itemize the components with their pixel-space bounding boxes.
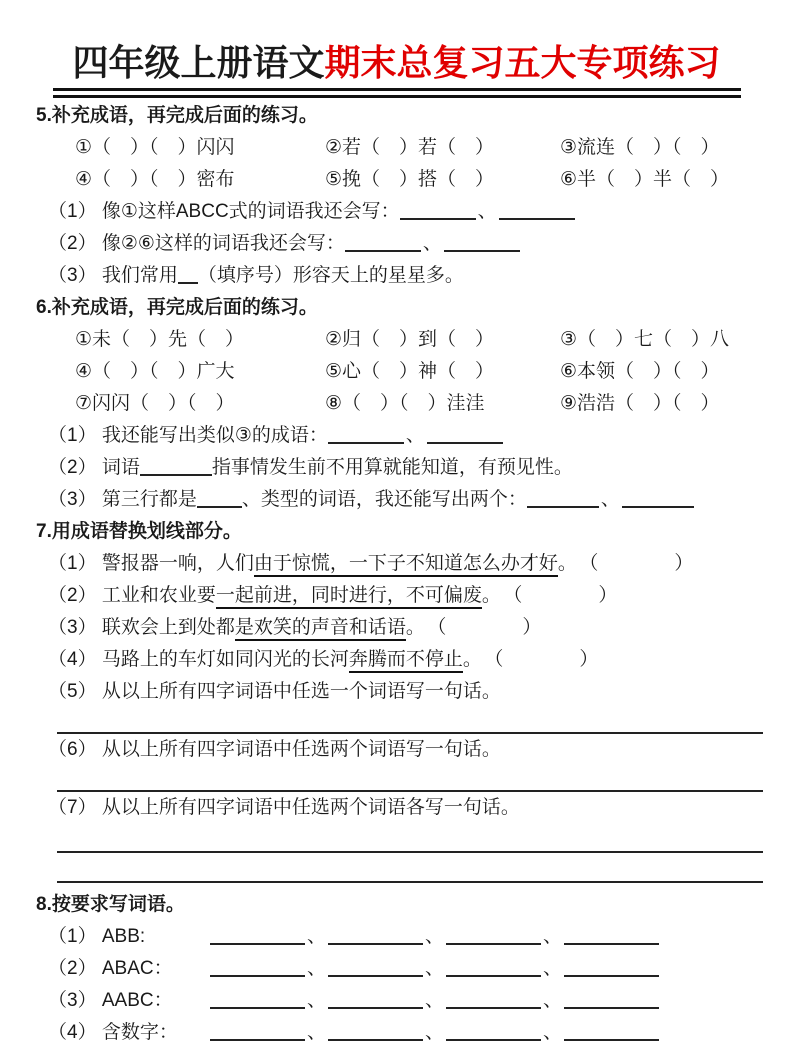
answer-blank (210, 958, 305, 977)
question-text: （3） 第三行都是 (48, 489, 197, 510)
answer-bracket: （ ） (493, 649, 599, 670)
idiom-item: ⑥本领（ ）（ ） (560, 361, 720, 382)
section6-idiom-grid (36, 324, 765, 420)
s8-item-numbers (36, 1017, 765, 1049)
question-text: （3） 我们常用 (48, 265, 178, 286)
sentence-text: 。 (462, 649, 482, 670)
sentence-text: 。 (481, 585, 501, 606)
answer-blank (564, 926, 659, 945)
s7-question-3 (36, 612, 765, 644)
page-title (0, 40, 793, 85)
s8-item-abac (36, 953, 765, 985)
separator: 、 (543, 926, 563, 947)
pattern-label: （2） ABAC： (48, 958, 173, 979)
s8-item-abb (36, 921, 765, 953)
idiom-item: ⑤挽（ ）搭（ ） (325, 169, 495, 190)
s6-question-3 (36, 484, 765, 516)
answer-blank (345, 233, 421, 252)
answer-blank (446, 958, 541, 977)
s5-question-3 (36, 260, 765, 292)
idiom-item: ③（ ）七（ ）八 (560, 329, 730, 350)
answer-blank (446, 1022, 541, 1041)
section5-idiom-grid (36, 132, 765, 196)
separator: 、 (477, 201, 497, 222)
separator: 、 (405, 425, 425, 446)
separator: 、 (543, 990, 563, 1011)
section6-heading: 6.补充成语，再完成后面的练习。 (36, 297, 318, 318)
answer-blank (622, 489, 694, 508)
title-topic: 期末总复习五大专项练习 (324, 42, 721, 83)
idiom-item: ②若（ ）若（ ） (325, 137, 495, 158)
separator: 、 (543, 1022, 563, 1043)
sentence-text: （1） 警报器一响，人们 (48, 553, 254, 574)
answer-blank (328, 425, 404, 444)
pattern-label: （3） AABC： (48, 990, 173, 1011)
section8-heading: 8.按要求写词语。 (36, 894, 185, 915)
answer-bracket: （ ） (588, 553, 694, 574)
idiom-item: ③流连（ ）（ ） (560, 137, 720, 158)
answer-blank (446, 926, 541, 945)
s7-question-7: （7） 从以上所有四字词语中任选两个词语各写一句话。 (48, 797, 520, 818)
answer-blank (210, 926, 305, 945)
idiom-item: ⑧（ ）（ ）洼洼 (325, 393, 485, 414)
answer-blank (178, 265, 198, 284)
pattern-label: （4） 含数字： (48, 1022, 178, 1043)
question-text: 指事情发生前不用算就能知道，有预见性。 (211, 457, 573, 478)
answer-blank (210, 1022, 305, 1041)
sentence-text: （3） 联欢会上到处都 (48, 617, 235, 638)
sentence-text: 。 (557, 553, 577, 574)
answer-blank (400, 201, 476, 220)
separator: 、 (307, 990, 327, 1011)
s7-question-4 (36, 644, 765, 676)
separator: 、 (600, 489, 620, 510)
answer-blank (444, 233, 520, 252)
answer-blank (427, 425, 503, 444)
sentence-text: 。 (405, 617, 425, 638)
s7-question-1 (36, 548, 765, 580)
s5-question-1 (36, 196, 765, 228)
separator: 、 (425, 958, 445, 979)
answer-blank (564, 990, 659, 1009)
idiom-item: ②归（ ）到（ ） (325, 329, 495, 350)
sentence-text: （4） 马路上的车灯如同闪光的长河 (48, 649, 349, 670)
answer-blank (140, 457, 212, 476)
underlined-phrase: 奔腾而不停止 (349, 649, 463, 673)
answer-line (57, 851, 763, 853)
idiom-item: ⑥半（ ）半（ ） (560, 169, 730, 190)
title-divider (53, 88, 741, 98)
title-course: 四年级上册语文 (72, 42, 325, 83)
separator: 、 (307, 1022, 327, 1043)
idiom-item: ④（ ）（ ）密布 (75, 169, 235, 190)
separator: 、 (425, 1022, 445, 1043)
answer-blank (210, 990, 305, 1009)
underlined-phrase: 由于惊慌，一下子不知道怎么办才好 (254, 553, 558, 577)
answer-blank (564, 1022, 659, 1041)
idiom-item: ④（ ）（ ）广大 (75, 361, 235, 382)
answer-blank (328, 958, 423, 977)
s7-question-6: （6） 从以上所有四字词语中任选两个词语写一句话。 (48, 739, 501, 760)
answer-blank (499, 201, 575, 220)
answer-blank (328, 926, 423, 945)
answer-blank (328, 1022, 423, 1041)
question-text: （2） 像②⑥这样的词语我还会写： (48, 233, 345, 254)
answer-blank (197, 489, 242, 508)
separator: 、 (307, 958, 327, 979)
answer-blank (527, 489, 599, 508)
separator: 、 (543, 958, 563, 979)
answer-blank (446, 990, 541, 1009)
answer-line (57, 881, 763, 883)
separator: 、 (422, 233, 442, 254)
underlined-phrase: 一起前进，同时进行，不可偏废 (216, 585, 482, 609)
answer-bracket: （ ） (436, 617, 542, 638)
s7-question-2 (36, 580, 765, 612)
section7-heading: 7.用成语替换划线部分。 (36, 521, 242, 542)
answer-blank (564, 958, 659, 977)
section5-heading: 5.补充成语，再完成后面的练习。 (36, 105, 318, 126)
s5-question-2 (36, 228, 765, 260)
question-text: （填序号）形容天上的星星多。 (197, 265, 464, 286)
idiom-item: ⑨浩浩（ ）（ ） (560, 393, 720, 414)
pattern-label: （1） ABB: (48, 926, 146, 947)
s7-question-5: （5） 从以上所有四字词语中任选一个词语写一句话。 (48, 681, 501, 702)
question-text: 、类型的词语，我还能写出两个： (241, 489, 527, 510)
question-text: （2） 词语 (48, 457, 140, 478)
s8-item-aabc (36, 985, 765, 1017)
question-text: （1） 我还能写出类似③的成语： (48, 425, 328, 446)
idiom-item: ⑤心（ ）神（ ） (325, 361, 495, 382)
separator: 、 (425, 926, 445, 947)
separator: 、 (425, 990, 445, 1011)
underlined-phrase: 是欢笑的声音和话语 (235, 617, 406, 641)
worksheet-body (0, 100, 793, 1049)
idiom-item: ①未（ ）先（ ） (75, 329, 245, 350)
question-text: （1） 像①这样ABCC式的词语我还会写： (48, 201, 400, 222)
answer-bracket: （ ） (512, 585, 618, 606)
idiom-item: ①（ ）（ ）闪闪 (75, 137, 235, 158)
sentence-text: （2） 工业和农业要 (48, 585, 216, 606)
s6-question-1 (36, 420, 765, 452)
separator: 、 (307, 926, 327, 947)
s6-question-2 (36, 452, 765, 484)
idiom-item: ⑦闪闪（ ）（ ） (75, 393, 235, 414)
answer-blank (328, 990, 423, 1009)
